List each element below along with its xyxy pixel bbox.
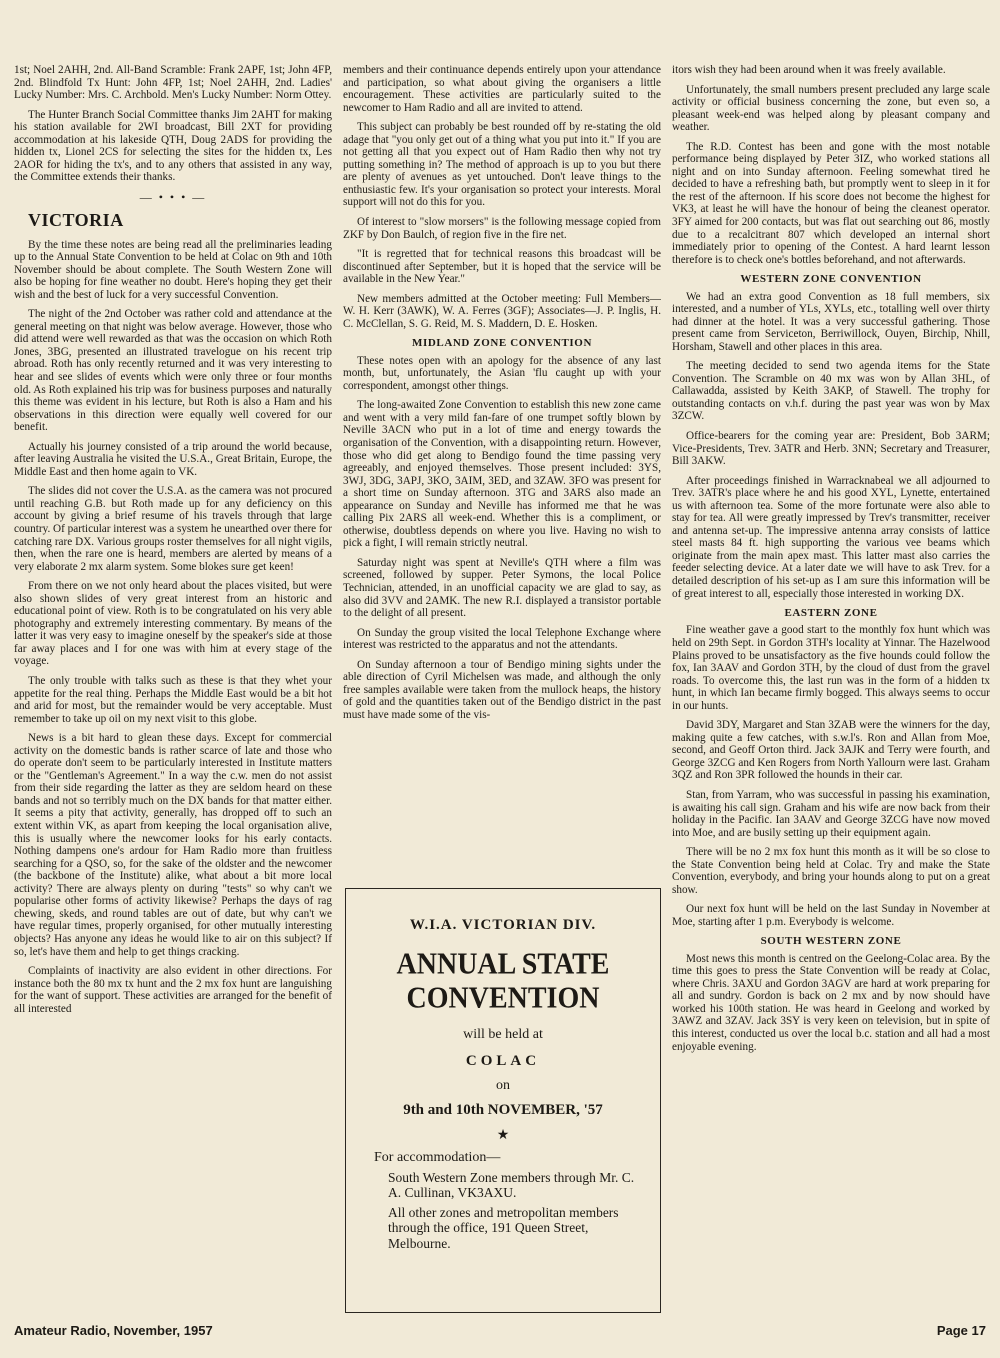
column-1 <box>14 64 332 1309</box>
paragraph: Actually his journey consisted of a trip around the world because, after leaving Australia he visited the U.S.A., Great Britain, Europe, the Middle East and then home again to VK. <box>14 440 332 478</box>
paragraph: On Sunday afternoon a tour of Bendigo mining sights under the able direction of Cyril Michelsen was made, and although the only free samples available were taken from the mullock heaps, the history of gold and the quantities taken out of the Bendigo district in the past must have made some of the vis- <box>343 658 661 721</box>
paragraph: Complaints of inactivity are also evident in other directions. For instance both the 80 mx tx hunt and the 2 mx fox hunt are languishing for the want of support. These activities are arranged for the benefit of all interested <box>14 965 332 1015</box>
notice-accommodation-label: For accommodation— <box>374 1149 501 1165</box>
notice-sw-zone-contact: South Western Zone members through Mr. C. A. Cullinan, VK3AXU. <box>388 1169 635 1201</box>
paragraph: After proceedings finished in Warracknabeal we all adjourned to Trev. 3ATR's place where he and his good XYL, Lynette, entertained us with afternoon tea. Some of the more fortunate were also able to stay for tea. All were greatly impressed by Trev's transmitter, receiver and antenna set-up. The impressive antenna array consists of lattice steel masts 84 ft. high supporting the various vee beams which originate from the main apex mast. This latter mast also carries the feeder selecting device. At a later date we will have to ask Trev. for a detailed description of his set-up as I am sure this information will be of great interest to all, especially those interested in working DX. <box>672 474 990 600</box>
notice-dates: 9th and 10th NOVEMBER, '57 <box>403 1101 603 1118</box>
paragraph: Fine weather gave a good start to the monthly fox hunt which was held on 29th Sept. in Gordon 3TH's locality at Yinnar. The Hazelwood Plains proved to be unsatisfactory as the five hounds could follow the fox, Ian 3AAV and Gordon 3TH, by the cloud of dust from the gravel roads. To overcome this, the last run was in the form of a hidden tx hunt, in which Ian became firmly bogged. This always seems to occur in our hunts. <box>672 624 990 712</box>
notice-held-at: will be held at <box>463 1026 543 1042</box>
subheading-south-western-zone: SOUTH WESTERN ZONE <box>760 935 902 948</box>
column-2 <box>343 64 661 869</box>
notice-on: on <box>496 1077 510 1093</box>
paragraph: Saturday night was spent at Neville's QTH where a film was screened, followed by supper. Peter Symons, the local Police Technician, attended, in an unofficial capacity we are glad to say, as also did 3VV and 2AMK. The new R.I. displayed a transistor portable to the delight of all present. <box>343 556 661 620</box>
convention-notice-box <box>345 888 661 1313</box>
notice-other-zones-contact: All other zones and metropolitan members through the office, 191 Queen Street, Melbourne. <box>388 1204 619 1251</box>
paragraph: By the time these notes are being read all the preliminaries leading up to the Annual State Convention to be held at Colac on 9th and 10th November should be about complete. The South Western Zone will also be hoping for fine weather no doubt. Here's hoping they get their wish and the best of luck for a very successful Convention. <box>14 238 332 301</box>
section-divider: — • • • — <box>139 189 207 204</box>
notice-title-line-2: CONVENTION <box>406 981 600 1016</box>
paragraph: These notes open with an apology for the absence of any last month, but, unfortunately, the Asian 'flu caught up with your correspondent, amongst other things. <box>343 354 661 392</box>
paragraph: This subject can probably be best rounded off by re-stating the old adage that "you only get out of a thing what you put into it." If you are not getting all that you expect out of Ham Radio then why not try putting something in? The method of approach is up to you but there are plenty of avenues as yet untouched. Don't leave things to the enthusiastic few. It's your organisation so protect your interests. Moral support will not do this for you. <box>343 121 661 209</box>
paragraph: News is a bit hard to glean these days. Except for commercial activity on the domestic bands is rather scarce of late and those who do operate don't seem to be particularly interested in Institute matters or the "Gentleman's Agreement." In a way the c.w. men do not assist from their side regarding the latter as they are seldom heard on these bands and not so terribly much on the DX bands for that matter either. It seems a pity that activity, generally, has dropped off to such an extent within VK, as apart from keeping the local organisation alive, this is usually where the newcomer looks for his early contacts. Nothing dampens one's ardour for Ham Radio more than fruitless searching for a QSO, so, for the sake of the oldster and the newcomer (the backbone of the Institute) alike, what about a bit more local activity? There are always plenty on during "tests" so why can't we popularise other forms of activity likewise? Perhaps the days of rag chewing, skeds, and round tables are out of date, but why can't we have regular times, properly organised, for other mutually interesting objects? Has anyone any ideas he would like to air on this subject? If so, let's have them and help to get things cracking. <box>14 732 332 958</box>
subheading-midland-zone: MIDLAND ZONE CONVENTION <box>411 337 593 350</box>
section-title-victoria: VICTORIA <box>28 210 124 231</box>
paragraph: We had an extra good Convention as 18 full members, six interested, and a number of YLs, XYLs, etc., totalling well over thirty had dinner at the hotel. It was a very successful gathering. Those present came from Serviceton, Berriwillock, Ouyen, Birchip, Nhill, Horsham, Stawell and other places in this area. <box>672 290 990 353</box>
paragraph: The slides did not cover the U.S.A. as the camera was not procured until reaching G.B. but Roth made up for any deficiency on this account by giving a brief resume of his travels through that large country. Of particular interest was a system he unearthed over there for catching rare DX. Various groups roster themselves for all night vigils, then, when the rare one is heard, members are alerted by means of a very elaborate 2 mx alarm system. Some blokes sure get keen! <box>14 485 332 573</box>
paragraph: Office-bearers for the coming year are: President, Bob 3ARM; Vice-Presidents, Trev. 3ATR and Herb. 3NN; Secretary and Treasurer, Bill 3AKW. <box>672 429 990 468</box>
paragraph: There will be no 2 mx fox hunt this month as it will be so close to the State Convention being held at Colac. Try and make the State Convention, everybody, and bring your hounds along to put on a great show. <box>672 846 990 896</box>
paragraph: 1st; Noel 2AHH, 2nd. All-Band Scramble: Frank 2APF, 1st; John 4FP, 2nd. Blindfold Tx Hunt: John 4FP, 1st; Noel 2AHH, 2nd. Ladies' Lucky Number: Mrs. C. Archbold. Men's Lucky Number: Norm Ottey. <box>14 64 332 102</box>
paragraph: The R.D. Contest has been and gone with the most notable performance being displayed by Peter 3IZ, who worked stations all night and on into Sunday afternoon. Feeling somewhat tired he decided to have a refreshing bath, but promptly went to sleep in it for the rest of the afternoon. If his score does not become the highest for VK3, at least he will have the honour of being the cleanest operator. 3FY aimed for 200 contacts, but was flat out searching out 86, mostly due to a recalcitrant 807 which developed an internal short immediately prior to opening of the Contest. A hard learnt lesson therefore is to check one's bottles beforehand, and not afterwards. <box>672 140 990 266</box>
paragraph: New members admitted at the October meeting: Full Members—W. H. Kerr (3AWK), W. A. Ferres (3GF); Associates—J. P. Inglis, H. C. McClellan, S. G. Reid, M. S. Maddern, D. E. Hosken. <box>343 292 661 330</box>
notice-title-line-1: ANNUAL STATE <box>396 946 610 981</box>
paragraph: The meeting decided to send two agenda items for the State Convention. The Scramble on 40 mx was won by Allan 3HL, of Callawadda, assisted by Keith 3AKP, of Stawell. The trophy for outstanding contacts on v.h.f. during the past year was won by Max 3ZCW. <box>672 360 990 423</box>
star-icon: ★ <box>496 1127 510 1143</box>
paragraph: Our next fox hunt will be held on the last Sunday in November at Moe, starting after 1 p.m. Everybody is welcome. <box>672 903 990 928</box>
page-number: Page 17 <box>936 1323 986 1338</box>
subheading-eastern-zone: EASTERN ZONE <box>784 607 878 620</box>
column-3 <box>672 64 990 1309</box>
paragraph: Of interest to "slow morsers" is the following message copied from ZKF by Don Baulch, of region five in the fire net. <box>343 216 661 241</box>
publication-line: Amateur Radio, November, 1957 <box>14 1323 213 1338</box>
subheading-western-zone: WESTERN ZONE CONVENTION <box>740 273 922 286</box>
paragraph: David 3DY, Margaret and Stan 3ZAB were the winners for the day, making quite a few catches, with s.w.l's. Ron and Allan from Moe, second, and Geoff Orton third. Jack 3AJK and Terry were fourth, and George 3ZCG and Ken Rogers from North Yallourn were last. Graham 3QZ and Ron 3PR followed the hounds in their car. <box>672 719 990 782</box>
notice-title <box>346 947 660 1016</box>
paragraph: "It is regretted that for technical reasons this broadcast will be discontinued after September, but it is hoped that the service will be available in the New Year." <box>343 248 661 286</box>
paragraph: The only trouble with talks such as these is that they whet your appetite for the real thing. Perhaps the Middle East would be a bit hot and arid for most, but the remainder would be very acceptable. Must remember to take up oil on my next visit to this globe. <box>14 675 332 725</box>
paragraph: members and their continuance depends entirely upon your attendance and participation, so what about giving the organisers a little encouragement. These activities are particularly suited to the newcomer to Ham Radio and all are invited to attend. <box>343 64 661 114</box>
paragraph: From there on we not only heard about the places visited, but were also shown slides of very great interest from an historic and educational point of view. Roth is to be congratulated on his very able photography and extremely interesting commentary. By means of the latter it was very easy to imagine oneself by the speaker's side at those far away places and I for one was with him at every stage of the voyage. <box>14 580 332 668</box>
notice-place: COLAC <box>465 1052 541 1069</box>
paragraph: Unfortunately, the small numbers present precluded any large scale activity or official business concerning the zone, but even so, a pleasant week-end was helped along by pleasant company and weather. <box>672 83 990 134</box>
paragraph: The night of the 2nd October was rather cold and attendance at the general meeting on that night was below average. However, those who did attend were well rewarded as that was the occasion on which Roth Jones, 3BG, presented an illustrated travelogue on his recent trip abroad. Roth has only recently returned and it was very interesting to hear and see slides of events which were only three or four months old. As Roth explained his trip was for business purposes and naturally this theme was evident in his lecture, but Roth is also a Ham and his observations in this direction were equally well covered for our benefit. <box>14 308 332 434</box>
paragraph: itors wish they had been around when it was freely available. <box>672 64 946 76</box>
paragraph: On Sunday the group visited the local Telephone Exchange where interest was restricted to the apparatus and not the attendants. <box>343 626 661 652</box>
notice-organisation: W.I.A. VICTORIAN DIV. <box>409 917 597 933</box>
paragraph: The long-awaited Zone Convention to establish this new zone came and went with a very mild fan-fare of one trumpet softly blown by Neville 3ACN who put in a lot of time and energy towards the organisation of the Convention, with a disappointing return. However, those who did get along to Bendigo found the time passing very agreeably, and enjoyed themselves. Those present included: 3YS, 3WJ, 3DG, 3APJ, 3KO, 3AIM, 3ED, and 3ZAW. 3FO was present for a short time on Sunday afternoon. 3TG and 3ARS also made an appearance on Sunday and Neville has informed me that he was calling Pix 2ARS all week-end. Whether this is a compliment, or otherwise, doubtless depends on where you live. Having no wish to pick a fight, I will remain strictly neutral. <box>343 399 661 550</box>
paragraph: The Hunter Branch Social Committee thanks Jim 2AHT for making his station available for 2WI broadcast, Bill 2XT for providing accommodation at his lakeside QTH, Doug 2ADS for providing the hidden tx, Lionel 2CS for selecting the sites for the hidden tx, Les 2AOR for hiding the tx's, and to any others that assisted in any way, the Committee extends their thanks. <box>14 108 332 184</box>
paragraph: Stan, from Yarram, who was successful in passing his examination, is awaiting his call sign. Graham and his wife are now back from their holiday in the Pacific. Ian 3AAV and George 3ZCG have now moved into Moe, and are busily setting up their equipment again. <box>672 788 990 839</box>
paragraph: Most news this month is centred on the Geelong-Colac area. By the time this goes to press the State Convention will be ready at Colac, where Chris. 3AXU and Gordon 3AGV are hard at work preparing for all and sundry. Gordon is back on 2 mx and by now should have worked his 100th station. He was heard in Geelong and worked by 3AWZ and 3ZAV. Jack 3SY is very keen on television, but in spite of this interest, conducted us over the local b.c. station and all had a most enjoyable evening. <box>672 952 990 1053</box>
